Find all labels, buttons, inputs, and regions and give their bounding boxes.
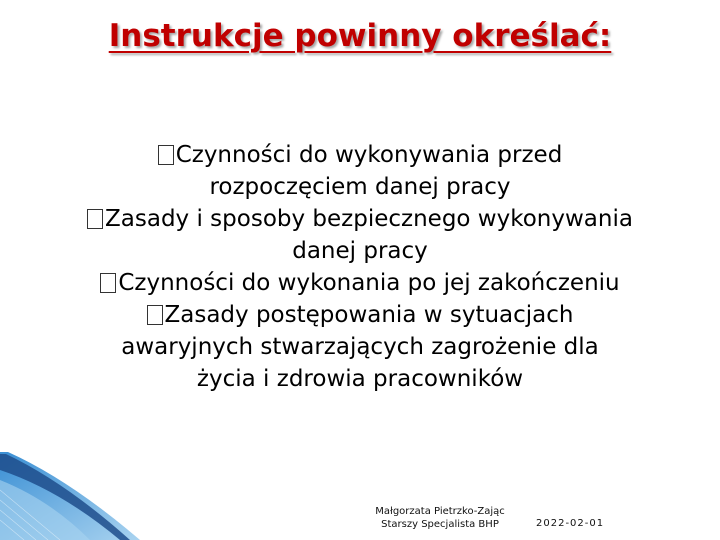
bullet-continuation: życia i zdrowia pracowników <box>196 366 524 392</box>
author-name: Małgorzata Pietrzko-Zając <box>375 506 505 517</box>
bullet-continuation: rozpoczęciem danej pracy <box>209 174 511 200</box>
bullet-box-icon <box>147 305 163 325</box>
bullet-line <box>0 139 720 171</box>
bullet-box-icon <box>100 273 116 293</box>
bullet-continuation: awaryjnych stwarzających zagrożenie dla <box>121 334 599 360</box>
footer-date: 2022-02-01 <box>536 518 605 529</box>
bullet-item <box>0 267 720 299</box>
bullet-continuation: danej pracy <box>292 238 428 264</box>
slide-title: Instrukcje powinny określać: <box>108 18 612 54</box>
bullet-item <box>0 139 720 203</box>
bullet-item <box>0 203 720 267</box>
bullet-text: Zasady i sposoby bezpiecznego wykonywania <box>105 206 633 232</box>
bullet-item <box>0 299 720 395</box>
footer-author <box>350 505 530 531</box>
bullet-text: Czynności do wykonania po jej zakończeniu <box>118 270 620 296</box>
bullet-box-icon <box>87 209 103 229</box>
bullet-text: Czynności do wykonywania przed <box>175 142 563 168</box>
bullet-line <box>0 299 720 331</box>
author-role: Starszy Specjalista BHP <box>381 519 499 530</box>
bullet-box-icon <box>158 145 174 165</box>
bullet-line <box>0 203 720 235</box>
corner-wave-decoration <box>0 440 160 540</box>
bullet-text: Zasady postępowania w sytuacjach <box>164 302 574 328</box>
bullet-list <box>0 139 720 395</box>
bullet-line <box>0 267 720 299</box>
